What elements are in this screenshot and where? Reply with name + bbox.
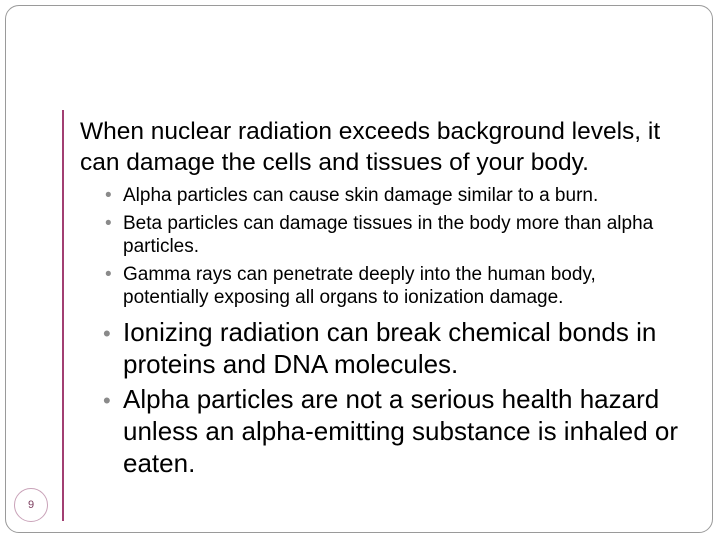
bullet-icon: • — [103, 320, 111, 346]
slide-content — [80, 116, 680, 479]
sub-point-text: Alpha particles can cause skin damage similar to a burn. — [123, 185, 599, 206]
bullet-icon: • — [105, 185, 112, 206]
large-point-text: Ionizing radiation can break chemical bonds in proteins and DNA molecules. — [123, 316, 657, 379]
sub-point-text: Gamma rays can penetrate deeply into the human body, potentially exposing all organs to ionization damage. — [123, 263, 596, 308]
sub-point-alpha — [105, 184, 680, 208]
main-point-text: When nuclear radiation exceeds background levels, it can damage the cells and tissues of your body. — [80, 118, 661, 176]
page-number: 9 — [14, 488, 48, 522]
accent-line — [62, 110, 64, 521]
sub-point-gamma — [105, 263, 680, 310]
large-point-text: Alpha particles are not a serious health hazard unless an alpha-emitting substance is inhaled or eaten. — [123, 383, 679, 478]
bullet-icon: • — [103, 387, 111, 413]
large-point-ionizing — [103, 316, 680, 380]
bullet-icon: • — [105, 212, 112, 234]
large-point-alpha-hazard — [103, 383, 680, 479]
bullet-icon: • — [105, 263, 112, 285]
main-point — [80, 116, 680, 178]
sub-point-text: Beta particles can damage tissues in the body more than alpha particles. — [123, 212, 654, 257]
sub-point-beta — [105, 212, 680, 259]
